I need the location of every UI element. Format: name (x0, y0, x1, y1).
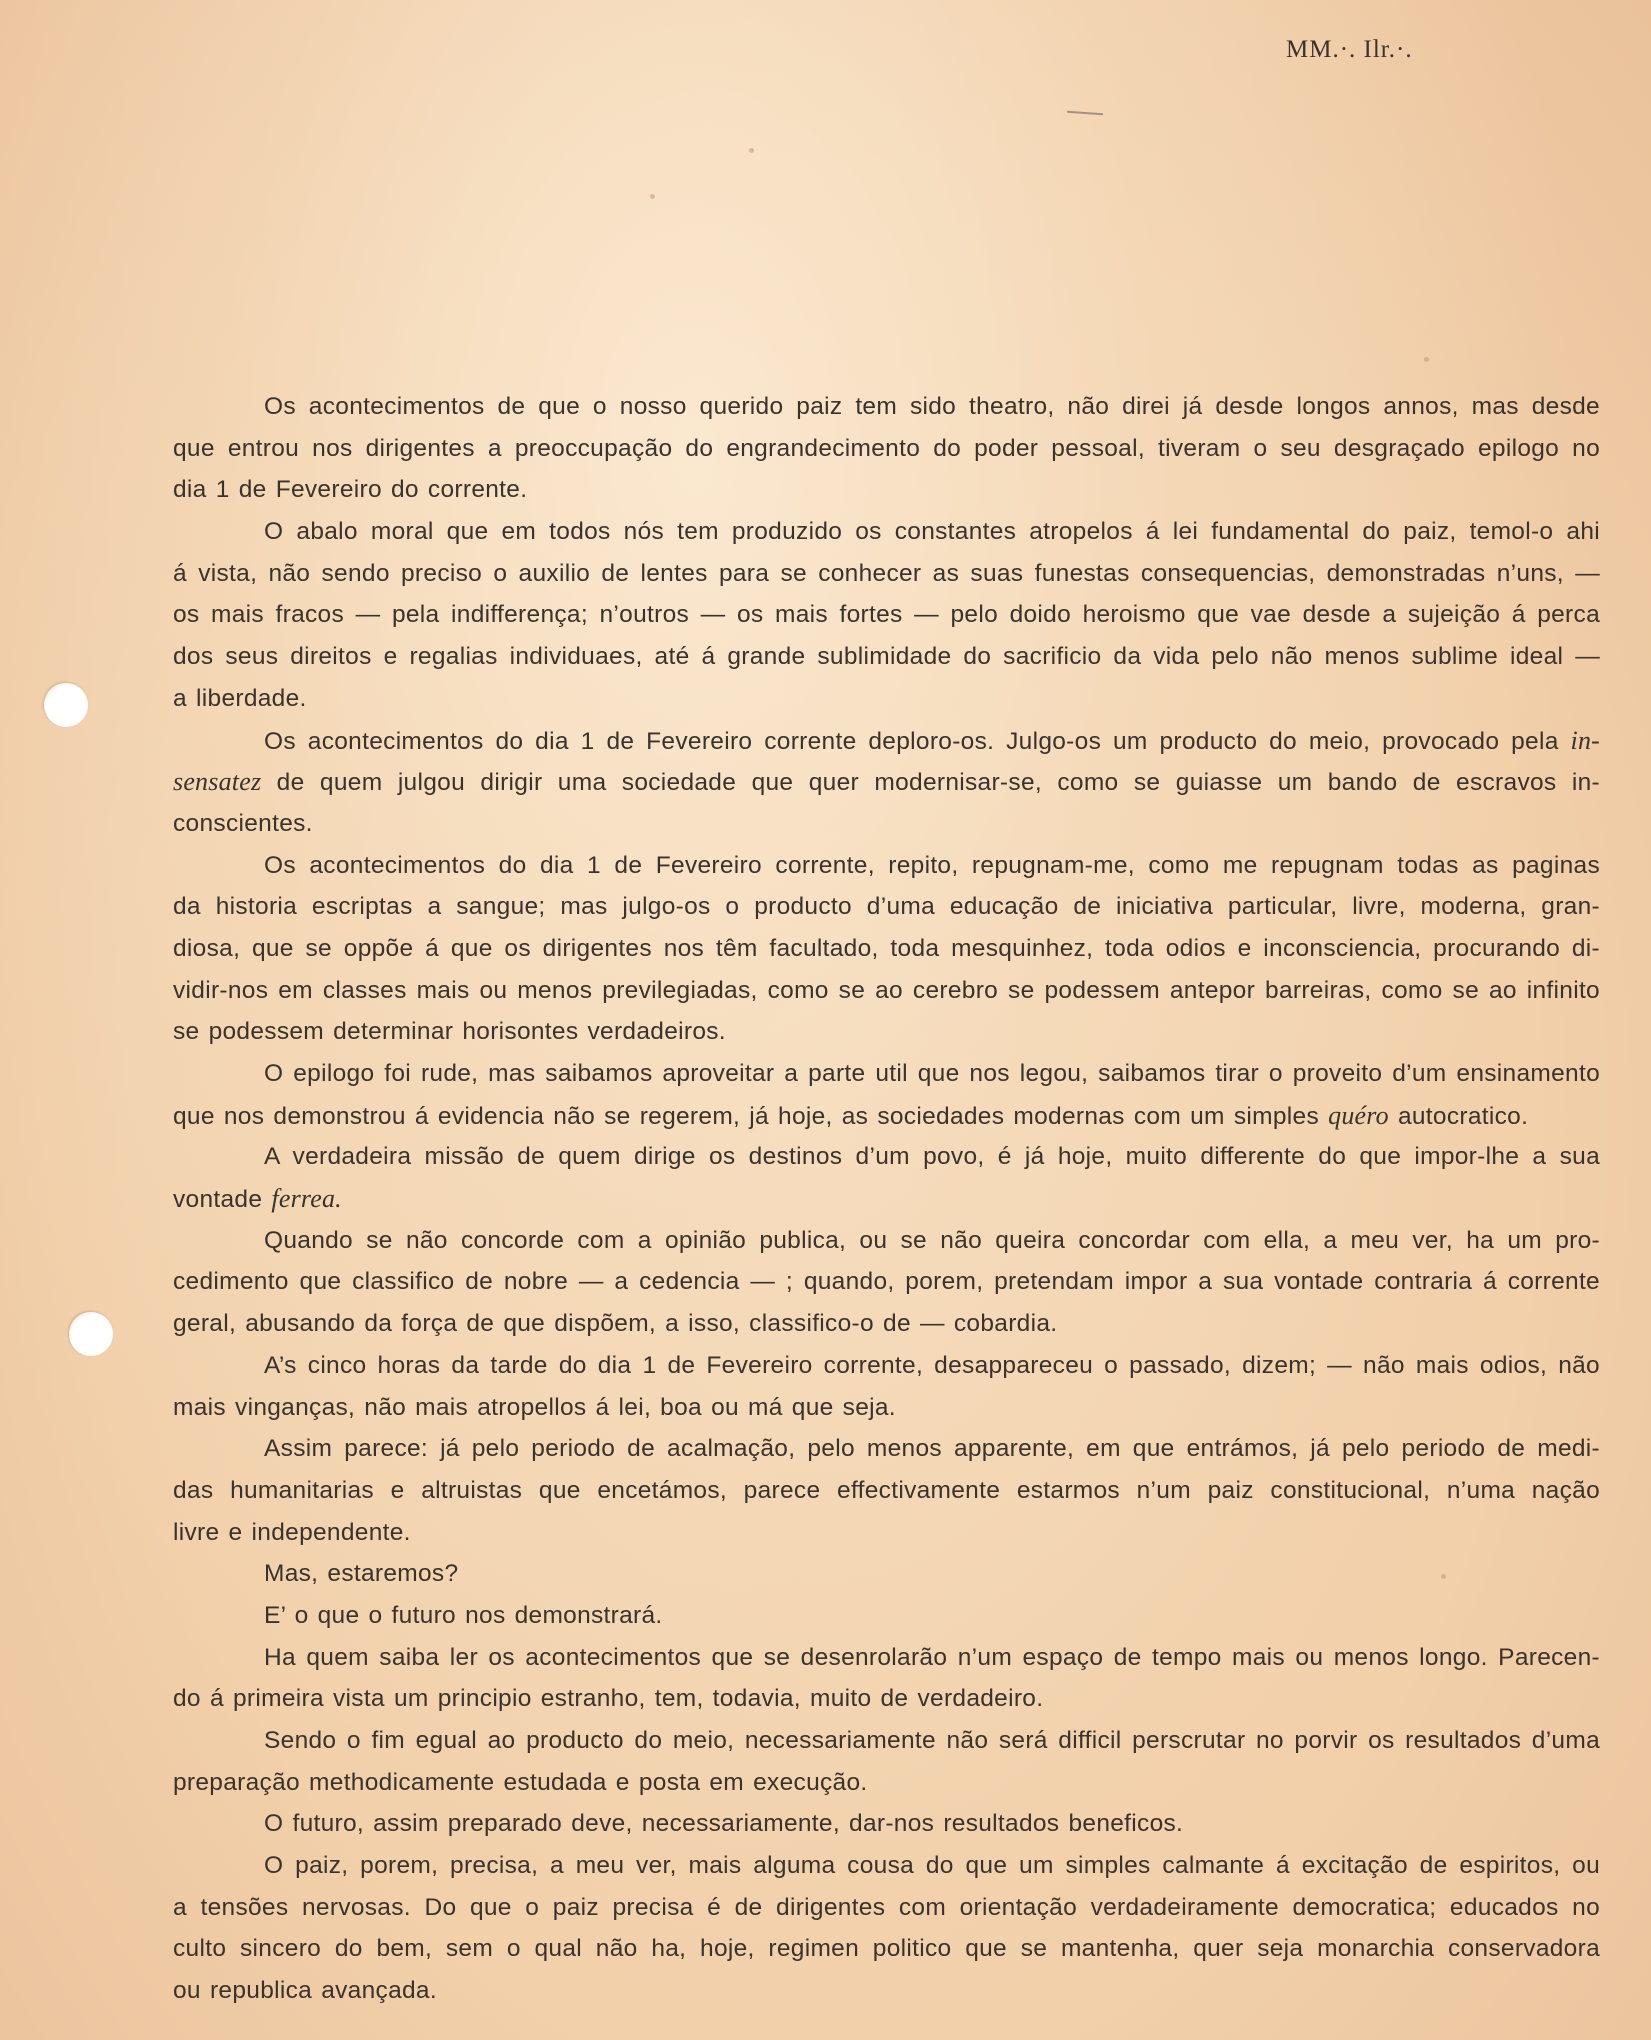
paragraph (173, 1720, 1600, 1803)
paragraph (173, 845, 1600, 1053)
paragraph (173, 1637, 1600, 1720)
text-line: a tensões nervosas. Do que o paiz precisa é de dirigentes com orientação verdadeiramente democratica; educados no (173, 1893, 1600, 1921)
document-body (173, 386, 1600, 2012)
ink-mark (1067, 111, 1103, 116)
text-line (173, 1178, 1600, 1220)
paragraph (173, 1220, 1600, 1345)
italic-word: quéro (1328, 1100, 1389, 1130)
text-line: vidir-nos em classes mais ou menos previlegiadas, como se ao cerebro se podessem antepor barreiras, como se ao infinito (173, 976, 1600, 1004)
text-line: O futuro, assim preparado deve, necessariamente, dar-nos resultados beneficos. (264, 1810, 1184, 1838)
text-line: mais vinganças, não mais atropellos á lei, boa ou má que seja. (173, 1393, 896, 1421)
text-line: O abalo moral que em todos nós tem produzido os constantes atropelos á lei fundamental do paiz, temol-o ahi (264, 518, 1600, 546)
text-line (173, 761, 1600, 803)
text-line: Quando se não concorde com a opinião publica, ou se não queira concordar com ella, a meu ver, ha um pro- (264, 1226, 1600, 1254)
text-line: diosa, que se oppõe á que os dirigentes nos têm facultado, toda mesquinhez, toda odios e inconsciencia, procurando di- (173, 934, 1600, 962)
paragraph (173, 1845, 1600, 2012)
text-line: preparação methodicamente estudada e posta em execução. (173, 1768, 868, 1796)
text-line: que entrou nos dirigentes a preoccupação do engrandecimento do poder pessoal, tiveram o seu desgraçado epilogo no (173, 434, 1600, 462)
text-segment: autocratico. (1397, 1102, 1529, 1130)
text-line: á vista, não sendo preciso o auxilio de lentes para se conhecer as suas funestas consequencias, demonstradas n’uns, — (173, 559, 1600, 587)
paragraph (173, 1428, 1600, 1553)
italic-word: sensatez (173, 767, 262, 797)
paragraph (173, 1136, 1600, 1219)
text-line: da historia escriptas a sangue; mas julgo-os o producto d’uma educação de iniciativa particular, livre, moderna, gran- (173, 893, 1600, 921)
text-line (173, 1095, 1600, 1137)
text-line: conscientes. (173, 809, 313, 837)
paragraph (173, 1595, 1600, 1637)
text-line: os mais fracos — pela indifferença; n’outros — os mais fortes — pelo doido heroismo que vae desde a sujeição á perca (173, 601, 1600, 629)
text-line (173, 720, 1600, 762)
text-line: culto sincero do bem, sem o qual não ha, hoje, regimen politico que se mantenha, quer seja monarchia conservadora (173, 1935, 1600, 1963)
paper-speck (650, 194, 655, 199)
text-segment: Os acontecimentos do dia 1 de Fevereiro corrente deploro-os. Julgo-os um producto do meio, provocado pela (264, 727, 1559, 755)
punch-hole (69, 1312, 113, 1356)
text-line: dos seus direitos e regalias individuaes, até á grande sublimidade do sacrificio da vida pelo não menos sublime ideal — (173, 643, 1600, 671)
text-line: dia 1 de Fevereiro do corrente. (173, 476, 528, 504)
text-line: A verdadeira missão de quem dirige os destinos d’um povo, é já hoje, muito differente do que impor-lhe a sua (264, 1143, 1600, 1171)
text-line: geral, abusando da força de que dispõem, a isso, classifico-o de — cobardia. (173, 1310, 1058, 1338)
paragraph (173, 1803, 1600, 1845)
paper-speck (749, 148, 754, 153)
text-line: Os acontecimentos de que o nosso querido paiz tem sido theatro, não direi já desde longos annos, mas desde (264, 393, 1600, 420)
text-segment: que nos demonstrou á evidencia não se regerem, já hoje, as sociedades modernas com um simples (173, 1102, 1320, 1130)
text-line: E’ o que o futuro nos demonstrará. (264, 1601, 663, 1629)
text-line: do á primeira vista um principio estranho, tem, todavia, muito de verdadeiro. (173, 1685, 1044, 1713)
paragraph (173, 1345, 1600, 1428)
paragraph (173, 386, 1600, 511)
text-line: O paiz, porem, precisa, a meu ver, mais alguma cousa do que um simples calmante á excitação de espiritos, ou (264, 1852, 1600, 1880)
text-line: Mas, estaremos? (264, 1560, 459, 1588)
italic-word: ferrea. (271, 1184, 342, 1214)
italic-word: in- (1570, 725, 1600, 755)
text-line: ou republica avançada. (173, 1977, 437, 2005)
text-line: Os acontecimentos do dia 1 de Fevereiro corrente, repito, repugnam-me, como me repugnam todas as paginas (264, 851, 1600, 879)
text-line: das humanitarias e altruistas que encetámos, parece effectivamente estarmos n’um paiz constitucional, n’uma nação (173, 1476, 1600, 1504)
text-line: O epilogo foi rude, mas saibamos aproveitar a parte util que nos legou, saibamos tirar o proveito d’um ensinamento (264, 1060, 1600, 1087)
punch-hole (44, 683, 88, 727)
text-segment: vontade (173, 1186, 263, 1214)
header-mark: MM.·. Ilr.·. (1286, 36, 1413, 63)
text-line: Sendo o fim egual ao producto do meio, necessariamente não será difficil perscrutar no porvir os resultados d’uma (264, 1727, 1600, 1754)
paragraph (173, 720, 1600, 845)
text-segment: de quem julgou dirigir uma sociedade que quer modernisar-se, como se guiasse um bando de escravos in- (276, 769, 1600, 797)
text-line: A’s cinco horas da tarde do dia 1 de Fevereiro corrente, desappareceu o passado, dizem; — não mais odios, não (264, 1351, 1600, 1379)
text-line: livre e independente. (173, 1518, 411, 1546)
paragraph (173, 1553, 1600, 1595)
text-line: se podessem determinar horisontes verdadeiros. (173, 1018, 726, 1046)
paragraph (173, 1053, 1600, 1136)
paragraph (173, 511, 1600, 719)
paper-speck (1424, 357, 1429, 362)
text-line: Assim parece: já pelo periodo de acalmação, pelo menos apparente, em que entrámos, já pelo periodo de medi- (264, 1435, 1600, 1463)
text-line: a liberdade. (173, 684, 307, 712)
text-line: Ha quem saiba ler os acontecimentos que se desenrolarão n’um espaço de tempo mais ou menos longo. Parecen- (264, 1643, 1600, 1671)
text-line: cedimento que classifico de nobre — a cedencia — ; quando, porem, pretendam impor a sua vontade contraria á corrente (173, 1268, 1600, 1296)
